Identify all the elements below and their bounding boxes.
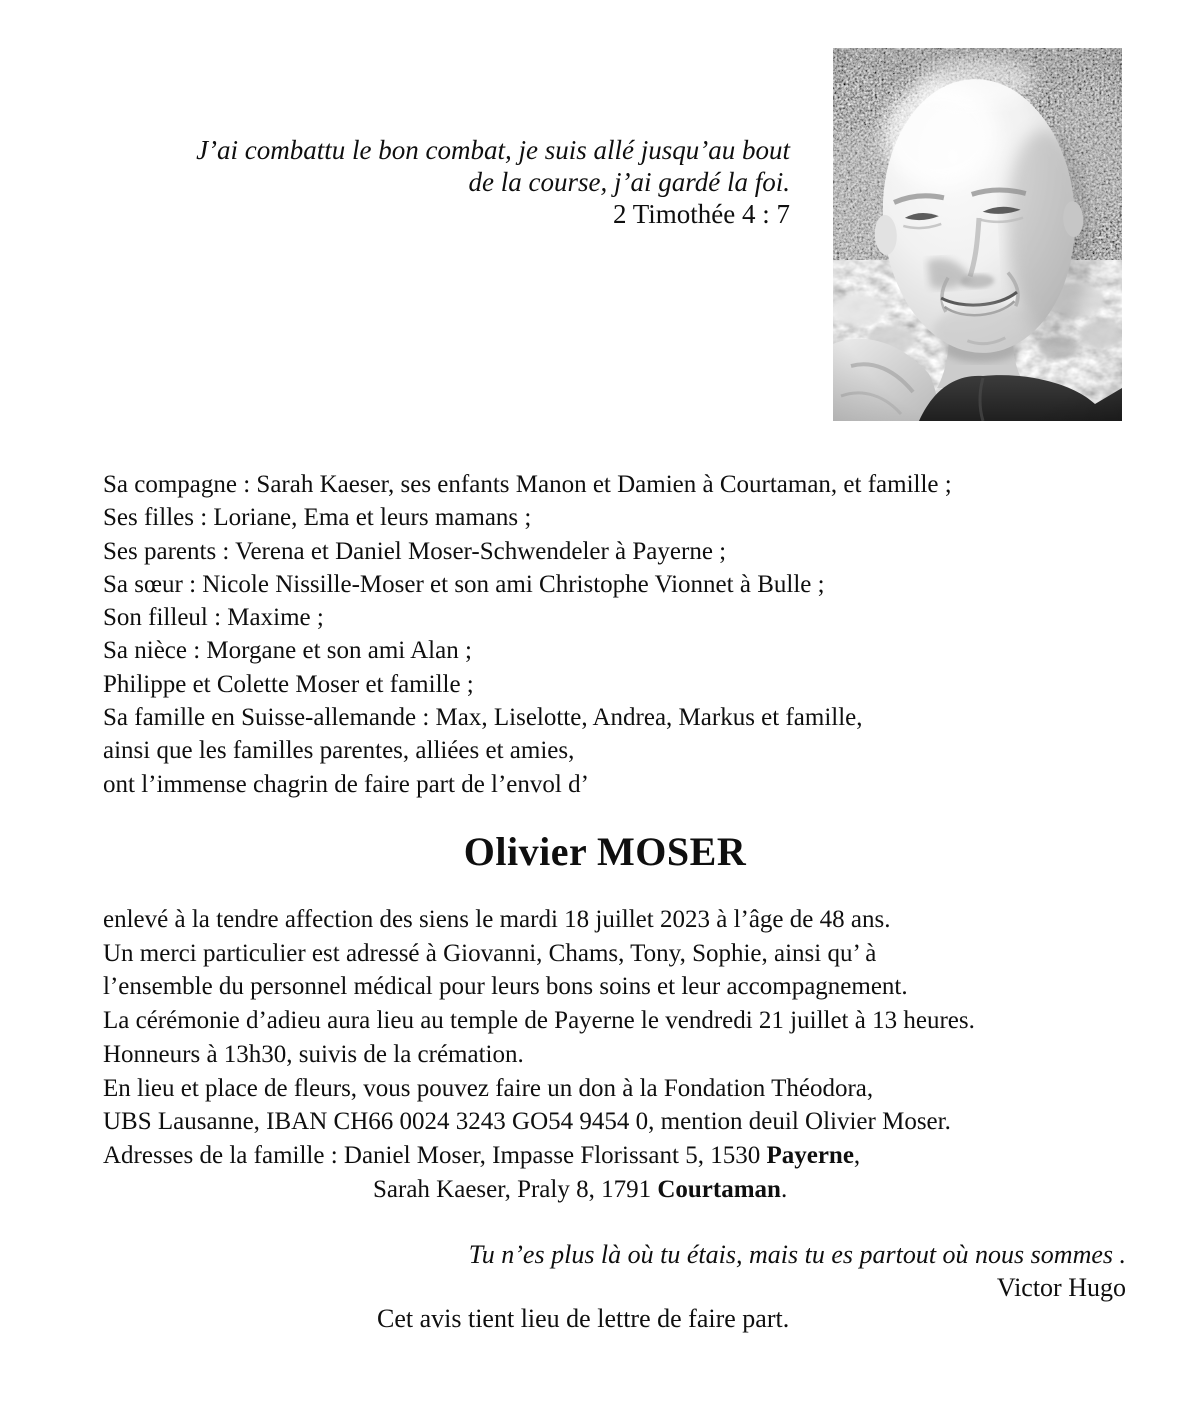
scripture-quote	[0, 134, 790, 230]
announcement-line: La cérémonie d’adieu aura lieu au temple de Payerne le vendredi 21 juillet à 13 heures.	[103, 1007, 975, 1035]
family-line: Philippe et Colette Moser et famille ;	[103, 670, 474, 698]
announcement-block	[103, 903, 975, 1206]
address-text: Adresses de la famille : Daniel Moser, Impasse Florissant 5, 1530	[103, 1141, 767, 1169]
scripture-quote-line: de la course, j’ai gardé la foi.	[468, 167, 790, 197]
memorial-quote-author: Victor Hugo	[996, 1273, 1126, 1302]
family-block	[103, 468, 952, 801]
address-city: Payerne	[766, 1141, 854, 1169]
portrait-photo-image	[833, 48, 1122, 421]
family-line: Sa famille en Suisse-allemande : Max, Liselotte, Andrea, Markus et famille,	[103, 704, 863, 732]
family-line: Ses filles : Loriane, Ema et leurs mamans ;	[103, 504, 532, 532]
announcement-line: UBS Lausanne, IBAN CH66 0024 3243 GO54 9454 0, mention deuil Olivier Moser.	[103, 1108, 951, 1136]
family-address-line	[103, 1139, 975, 1173]
photo-vignette	[833, 48, 1122, 421]
family-line: Ses parents : Verena et Daniel Moser-Schwendeler à Payerne ;	[103, 537, 727, 565]
announcement-line: Honneurs à 13h30, suivis de la crémation.	[103, 1040, 524, 1068]
scripture-quote-line: J’ai combattu le bon combat, je suis allé jusqu’au bout	[196, 135, 790, 165]
memorial-quote-text: Tu n’es plus là où tu étais, mais tu es partout où nous sommes .	[468, 1240, 1126, 1269]
family-address-line	[373, 1173, 975, 1207]
closing-notice: Cet avis tient lieu de lettre de faire part.	[377, 1304, 790, 1333]
announcement-line: En lieu et place de fleurs, vous pouvez faire un don à la Fondation Théodora,	[103, 1074, 874, 1102]
family-line: Sa compagne : Sarah Kaeser, ses enfants Manon et Damien à Courtaman, et famille ;	[103, 471, 952, 498]
deceased-name: Olivier MOSER	[463, 829, 747, 874]
announcement-line: enlevé à la tendre affection des siens le mardi 18 juillet 2023 à l’âge de 48 ans.	[103, 906, 891, 933]
announcement-line: l’ensemble du personnel médical pour leurs bons soins et leur accompagnement.	[103, 973, 908, 1001]
announcement-line: Un merci particulier est adressé à Giovanni, Chams, Tony, Sophie, ainsi qu’ à	[103, 939, 877, 967]
address-text: ,	[853, 1141, 861, 1169]
family-line: ainsi que les familles parentes, alliées et amies,	[103, 737, 575, 765]
address-city: Courtaman	[657, 1175, 781, 1203]
memorial-quote	[0, 1238, 1126, 1304]
family-line: Son filleul : Maxime ;	[103, 604, 324, 632]
family-line: ont l’immense chagrin de faire part de l’envol d’	[103, 770, 589, 798]
scripture-reference: 2 Timothée 4 : 7	[612, 199, 790, 229]
family-line: Sa nièce : Morgane et son ami Alan ;	[103, 637, 472, 665]
portrait-photo	[833, 48, 1122, 421]
address-text: Sarah Kaeser, Praly 8, 1791	[373, 1175, 658, 1203]
address-text: .	[780, 1175, 788, 1203]
family-line: Sa sœur : Nicole Nissille-Moser et son ami Christophe Vionnet à Bulle ;	[103, 570, 825, 598]
